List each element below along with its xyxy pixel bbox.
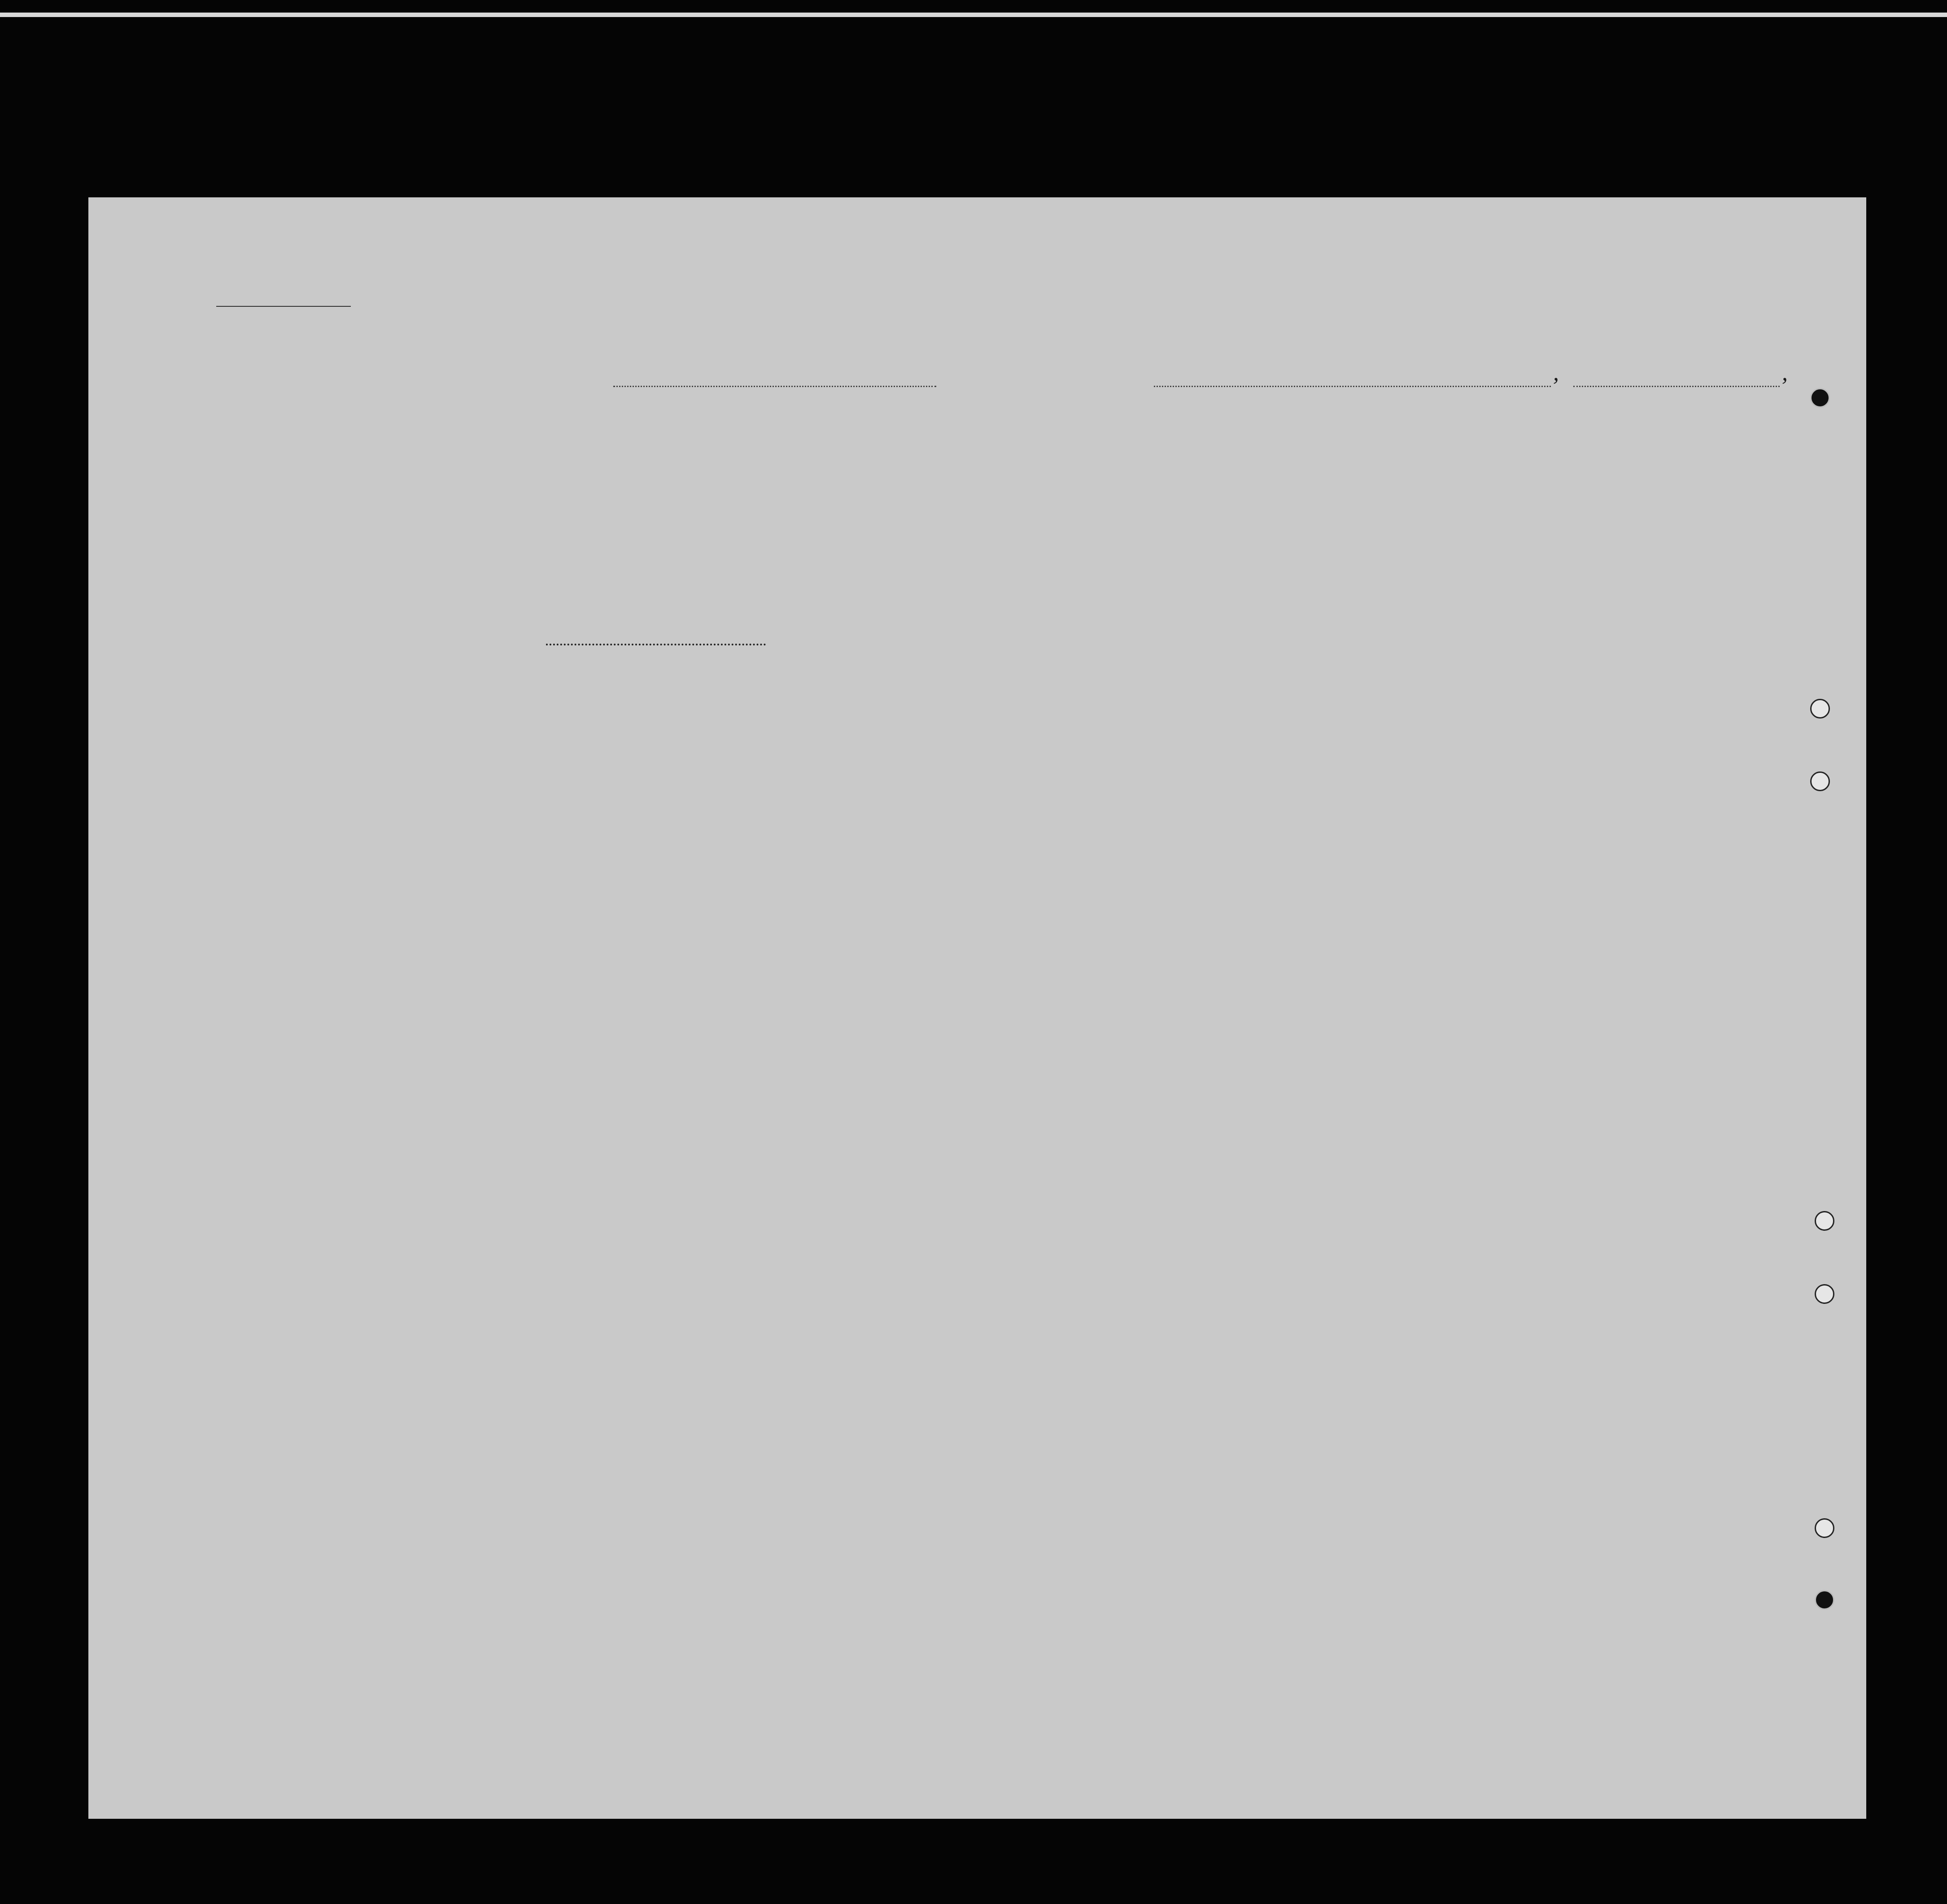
row2-transfer-leader — [546, 644, 766, 645]
date-underline — [1573, 386, 1780, 387]
punch-hole — [1810, 388, 1830, 408]
punch-hole — [1815, 1211, 1834, 1231]
comma-sep: , — [1553, 360, 1559, 386]
port-underline — [1154, 386, 1551, 387]
manifest-grid — [88, 197, 1866, 1819]
ship-underline — [613, 386, 936, 387]
punch-hole — [1810, 771, 1830, 791]
punch-hole — [1815, 1518, 1834, 1538]
punch-hole — [1810, 699, 1830, 719]
scan-top-edge — [0, 13, 1947, 17]
manifest-sheet — [88, 197, 1866, 1819]
punch-hole — [1815, 1284, 1834, 1304]
list-underline — [216, 306, 351, 307]
comma-sep-2: , — [1782, 360, 1788, 386]
punch-hole — [1815, 1590, 1834, 1610]
